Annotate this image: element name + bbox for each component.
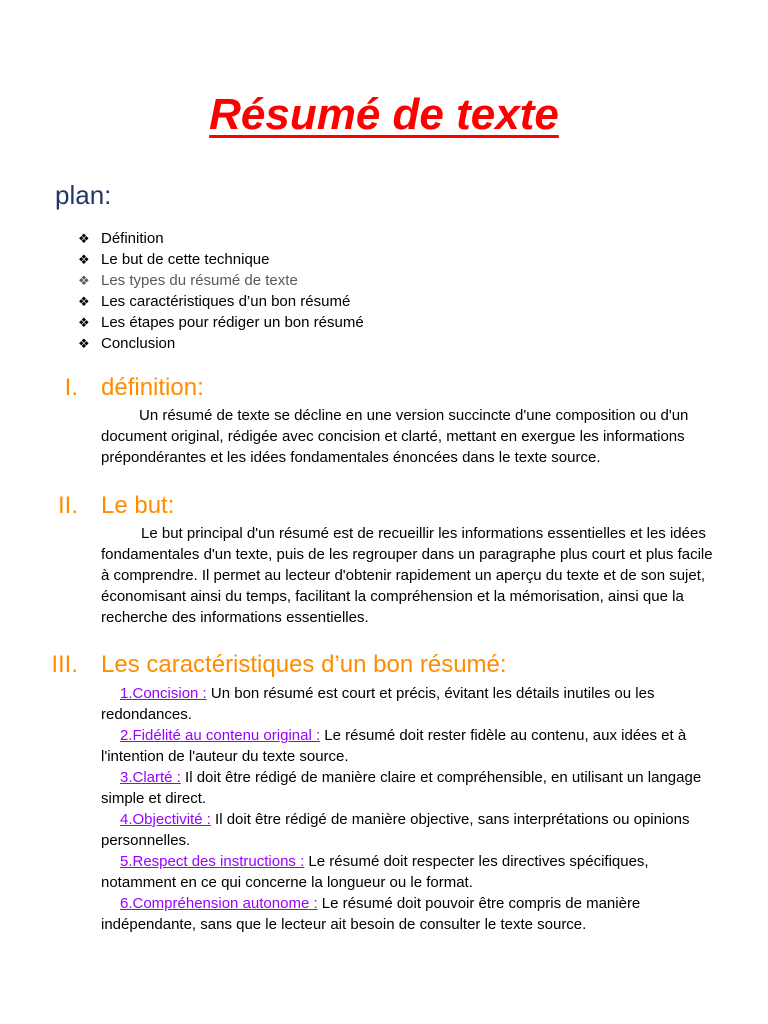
plan-item: ❖ Définition — [78, 230, 164, 247]
characteristic-item: 6.Compréhension autonome : Le résumé doit pouvoir être compris de manière indépendante, sans que le lecteur ait besoin de consulter le texte source. — [101, 895, 641, 933]
characteristic-label: 2.Fidélité au contenu original : — [120, 727, 321, 744]
characteristic-label: 1.Concision : — [120, 685, 207, 702]
but-paragraph: Le but principal d'un résumé est de recueillir les informations essentielles et les idées fondamentales d'un texte, puis de les regrouper dans un paragraphe plus court et plus facile à comprendre. Il permet au lecteur d'obtenir rapidement un aperçu du texte et de son sujet, économisant ainsi du temps, facilitant la compréhension et la mémorisation, ainsi que la recherche des informations essentielles. — [101, 525, 713, 626]
diamond-bullet-icon: ❖ — [78, 315, 90, 330]
definition-paragraph: Un résumé de texte se décline en une version succincte d'une composition ou d'un document original, rédigée avec concision et clarté, mettant en exergue les informations prépondérantes et les idées fondamentales énoncées dans le texte source. — [101, 407, 689, 466]
characteristic-label: 6.Compréhension autonome : — [120, 895, 318, 912]
page-title: Résumé de texte — [209, 90, 559, 139]
plan-list — [78, 228, 364, 354]
section-title: Le but: — [101, 492, 175, 519]
section-number: I. — [64, 374, 78, 401]
characteristic-label: 5.Respect des instructions : — [120, 853, 305, 870]
section-title: définition: — [101, 374, 204, 401]
section-number: II. — [57, 492, 78, 519]
diamond-bullet-icon: ❖ — [78, 294, 90, 309]
plan-item: ❖ Les caractéristiques d’un bon résumé — [78, 293, 351, 310]
characteristic-item: 4.Objectivité : Il doit être rédigé de manière objective, sans interprétations ou opinions personnelles. — [101, 811, 690, 849]
section-number: III. — [51, 651, 78, 678]
plan-item: ❖ Les types du résumé de texte — [78, 272, 298, 289]
section-title: Les caractéristiques d’un bon résumé: — [101, 651, 507, 678]
characteristic-label: 4.Objectivité : — [120, 811, 211, 828]
diamond-bullet-icon: ❖ — [78, 336, 90, 351]
plan-heading: plan: — [55, 180, 112, 210]
characteristic-label: 3.Clarté : — [120, 769, 181, 786]
characteristic-item: 1.Concision : Un bon résumé est court et précis, évitant les détails inutiles ou les redondances. — [101, 685, 655, 723]
diamond-bullet-icon: ❖ — [78, 231, 90, 246]
diamond-bullet-icon: ❖ — [78, 252, 90, 267]
characteristic-item: 5.Respect des instructions : Le résumé doit respecter les directives spécifiques, notamment en ce qui concerne la longueur ou le format. — [101, 853, 649, 891]
plan-item: ❖ Les étapes pour rédiger un bon résumé — [78, 314, 364, 331]
diamond-bullet-icon: ❖ — [78, 273, 90, 288]
characteristic-item: 2.Fidélité au contenu original : Le résumé doit rester fidèle au contenu, aux idées et à l'intention de l'auteur du texte source. — [101, 727, 687, 765]
plan-item: ❖ Le but de cette technique — [78, 251, 270, 268]
plan-item: ❖ Conclusion — [78, 335, 176, 352]
characteristic-item: 3.Clarté : Il doit être rédigé de manière claire et compréhensible, en utilisant un langage simple et direct. — [101, 769, 702, 807]
